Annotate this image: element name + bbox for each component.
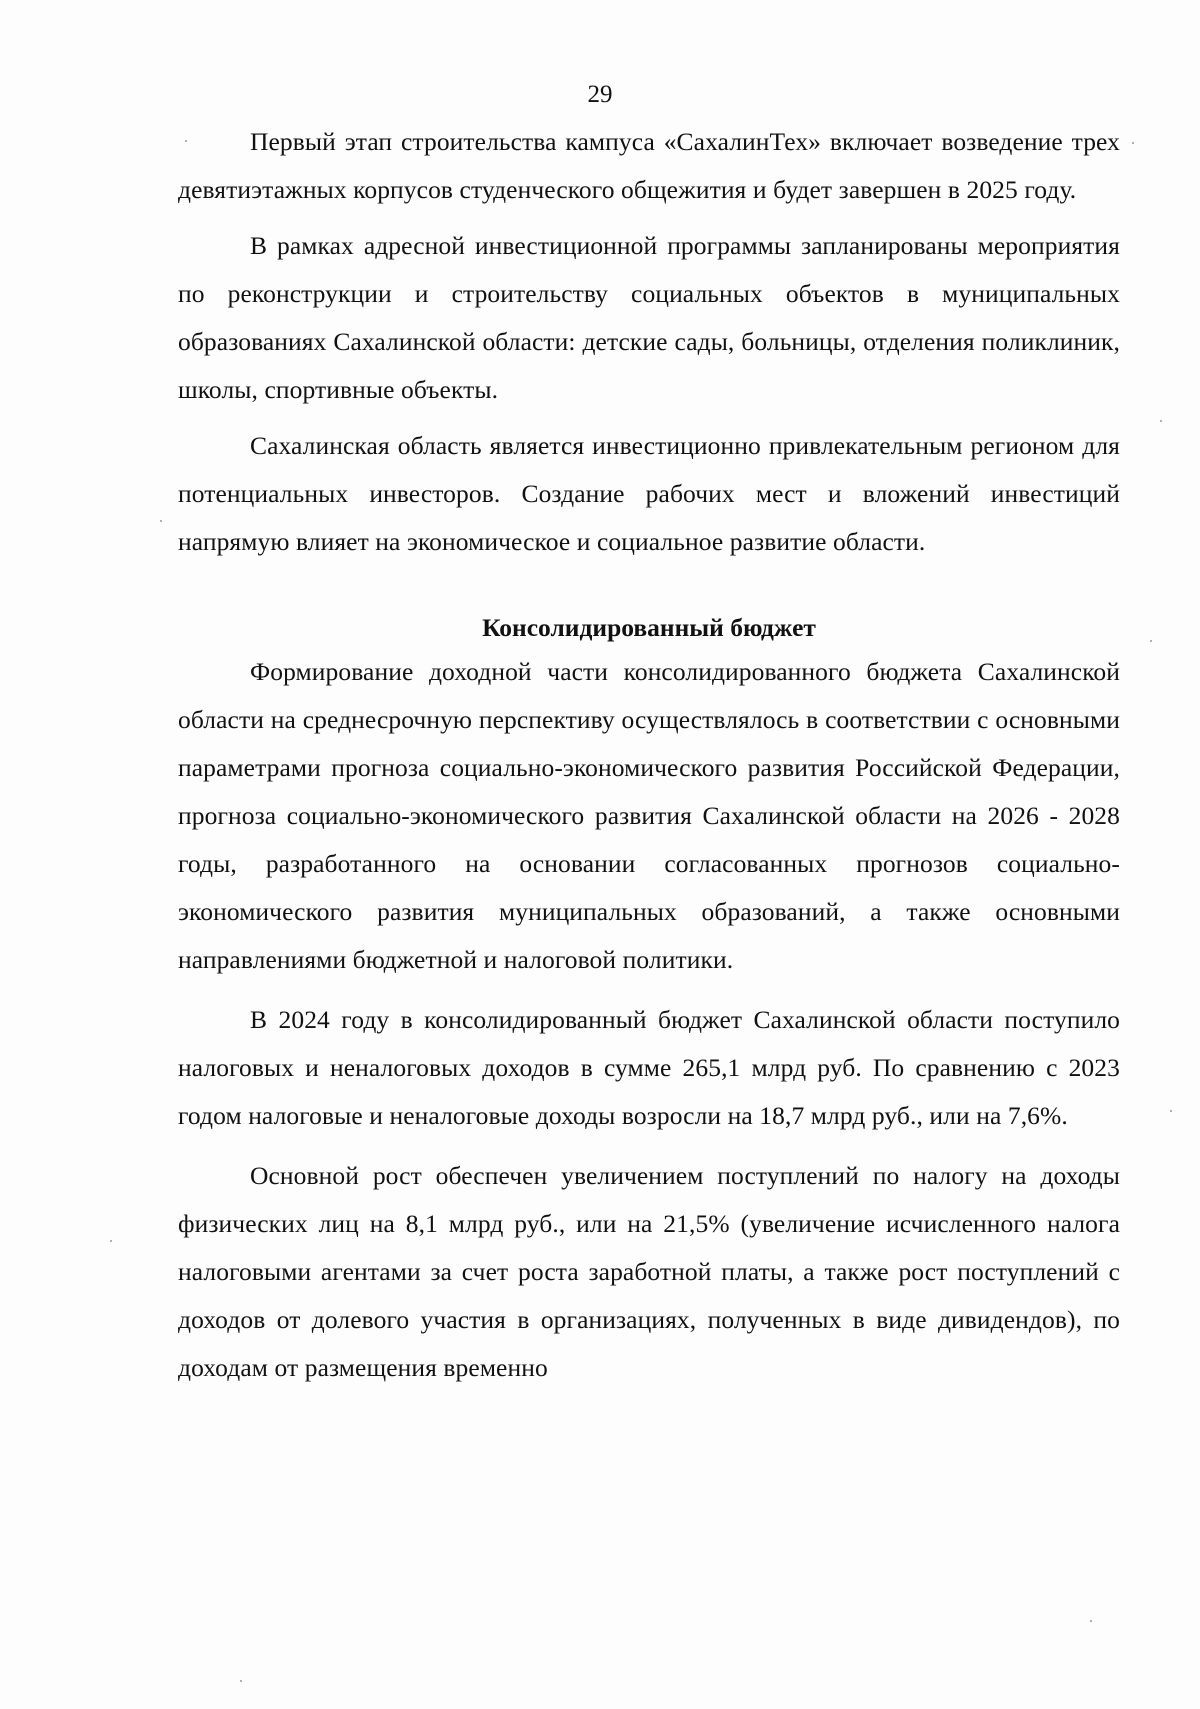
section-heading-consolidated-budget: Консолидированный бюджет (482, 613, 816, 642)
scan-speck (1150, 640, 1152, 642)
scan-speck (160, 520, 162, 522)
scan-speck (110, 1240, 112, 1242)
scan-speck (1160, 420, 1162, 422)
paragraph-revenue-2024: В 2024 году в консолидированный бюджет Сахалинской области поступило налоговых и неналоговых доходов в сумме 265,1 млрд руб. По сравнению с 2023 годом налоговые и неналоговые доходы возросли на 18,7 млрд руб., или на 7,6%. (178, 1005, 1120, 1130)
scan-speck (240, 1680, 242, 1682)
page-number: 29 (587, 81, 613, 108)
paragraph-investment-attractiveness: Сахалинская область является инвестиционно привлекательным регионом для потенциальных инвесторов. Создание рабочих мест и вложений инвестиций напрямую влияет на экономическое и социальное развитие области. (178, 431, 1120, 556)
scan-speck (1132, 142, 1134, 144)
scan-speck (185, 140, 187, 142)
scan-speck (1170, 1110, 1172, 1112)
paragraph-investment-program: В рамках адресной инвестиционной программы запланированы мероприятия по реконструкции и строительству социальных объектов в муниципальных образованиях Сахалинской области: детские сады, больницы, отделения поликлиник, школы, спортивные объекты. (178, 231, 1120, 404)
paragraph-budget-formation: Формирование доходной части консолидированного бюджета Сахалинской области на среднесрочную перспективу осуществлялось в соответствии с основными параметрами прогноза социально-экономического развития Российской Федерации, прогноза социально-экономического развития Сахалинской области на 2026 - 2028 годы, разработанного на основании согласованных прогнозов социально-экономического развития муниципальных образований, а также основными направлениями бюджетной и налоговой политики. (178, 657, 1120, 974)
paragraph-campus: Первый этап строительства кампуса «СахалинТех» включает возведение трех девятиэтажных корпусов студенческого общежития и будет завершен в 2025 году. (178, 127, 1120, 204)
paragraph-growth-drivers: Основной рост обеспечен увеличением поступлений по налогу на доходы физических лиц на 8,1 млрд руб., или на 21,5% (увеличение исчисленного налога налоговыми агентами за счет роста заработной платы, а также рост поступлений с доходов от долевого участия в организациях, полученных в виде дивидендов), по доходам от размещения временно (178, 1161, 1120, 1382)
document-body (178, 118, 1120, 1392)
scan-speck (1090, 1620, 1092, 1622)
